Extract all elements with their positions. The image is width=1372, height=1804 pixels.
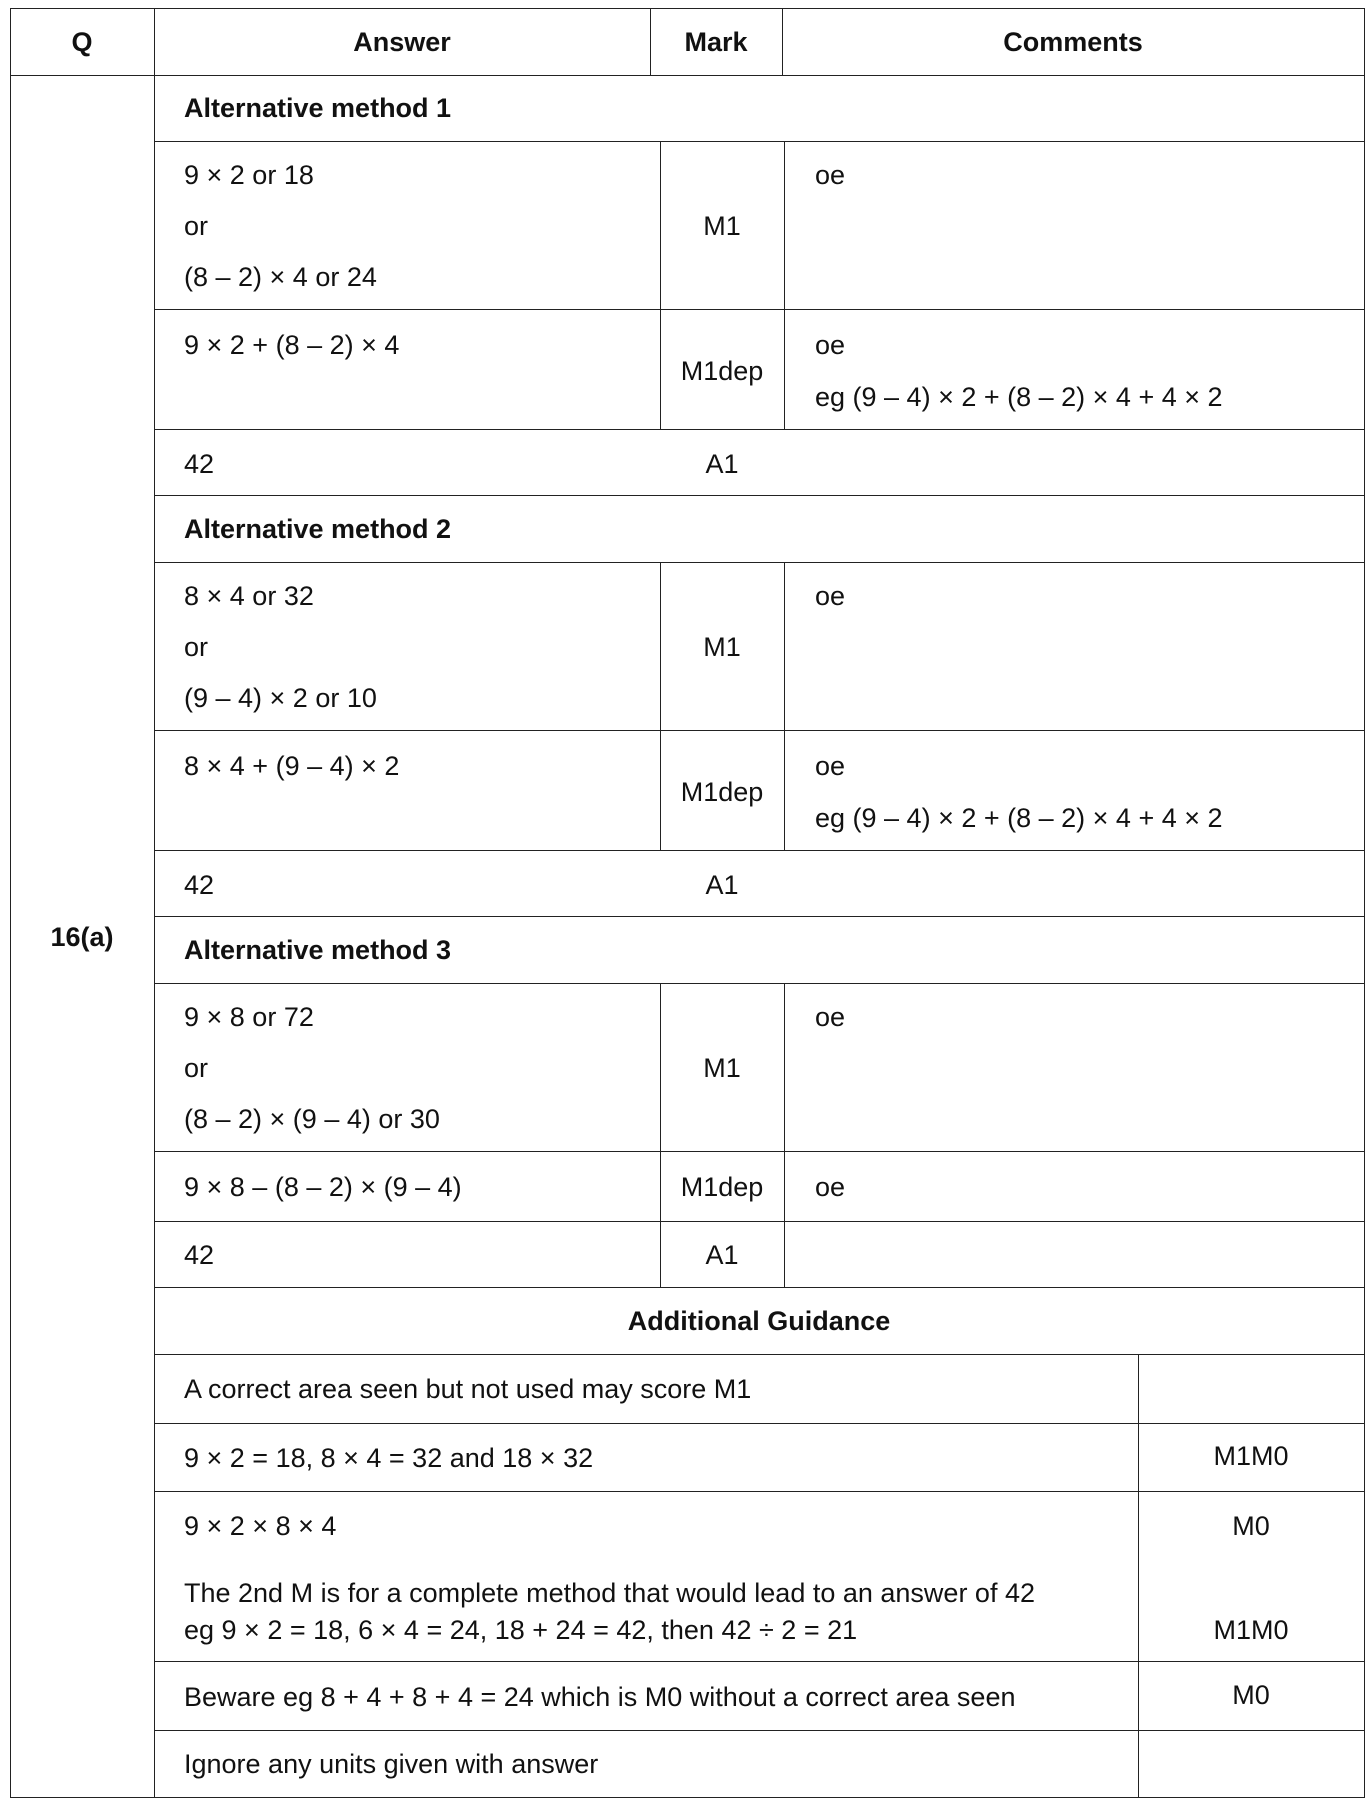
method-3-row3-answer: 42 bbox=[184, 1240, 215, 1270]
header-q: Q bbox=[71, 27, 93, 57]
guidance-row-4-text-2: eg 9 × 2 = 18, 6 × 4 = 24, 18 + 24 = 42, then 42 ÷ 2 = 21 bbox=[184, 1615, 858, 1645]
guidance-row-5-text: Beware eg 8 + 4 + 8 + 4 = 24 which is M0 without a correct area seen bbox=[184, 1682, 1016, 1712]
method-3-title: Alternative method 3 bbox=[184, 935, 452, 965]
method-3-row2-mark: M1dep bbox=[680, 1172, 764, 1202]
guidance-row-2-mark: M1M0 bbox=[1213, 1441, 1289, 1471]
method-2-row3-mark: A1 bbox=[705, 870, 739, 900]
method-1-row2-answer: 9 × 2 + (8 – 2) × 4 bbox=[184, 330, 400, 360]
method-1-row3-answer: 42 bbox=[184, 449, 215, 479]
method-1-row2-comment-1: oe bbox=[815, 330, 846, 360]
header-answer: Answer bbox=[353, 27, 451, 57]
method-2-row3-answer: 42 bbox=[184, 870, 215, 900]
question-number: 16(a) bbox=[50, 922, 114, 952]
header-comments: Comments bbox=[1003, 27, 1143, 57]
method-2-title: Alternative method 2 bbox=[184, 514, 452, 544]
header-mark: Mark bbox=[684, 27, 748, 57]
method-3-row1-comment: oe bbox=[815, 1002, 846, 1032]
method-2-row2-comment-2: eg (9 – 4) × 2 + (8 – 2) × 4 + 4 × 2 bbox=[815, 803, 1223, 833]
method-3-row1-line1: 9 × 8 or 72 bbox=[184, 1002, 314, 1032]
method-2-row1-mark: M1 bbox=[703, 632, 741, 662]
guidance-row-1-text: A correct area seen but not used may score M1 bbox=[184, 1374, 752, 1404]
method-2-row1-line3: (9 – 4) × 2 or 10 bbox=[184, 683, 377, 713]
guidance-row-3-text: 9 × 2 × 8 × 4 bbox=[184, 1511, 337, 1541]
method-1-row1-comment: oe bbox=[815, 160, 846, 190]
method-1-row1-line3: (8 – 2) × 4 or 24 bbox=[184, 262, 377, 292]
method-1-row3-mark: A1 bbox=[705, 449, 739, 479]
guidance-row-4-mark: M1M0 bbox=[1213, 1615, 1289, 1645]
method-2-row2-mark: M1dep bbox=[680, 777, 764, 807]
method-1-row1-line2: or bbox=[184, 211, 209, 241]
guidance-row-6-text: Ignore any units given with answer bbox=[184, 1749, 599, 1779]
method-3-row1-line2: or bbox=[184, 1053, 209, 1083]
method-3-row3-mark: A1 bbox=[705, 1240, 739, 1270]
method-1-row2-mark: M1dep bbox=[680, 356, 764, 386]
guidance-title: Additional Guidance bbox=[627, 1306, 891, 1336]
method-1-row2-comment-2: eg (9 – 4) × 2 + (8 – 2) × 4 + 4 × 2 bbox=[815, 382, 1223, 412]
guidance-row-2-text: 9 × 2 = 18, 8 × 4 = 32 and 18 × 32 bbox=[184, 1443, 594, 1473]
method-1-row1-line1: 9 × 2 or 18 bbox=[184, 160, 314, 190]
method-1-row1-mark: M1 bbox=[703, 211, 741, 241]
guidance-row-3-mark: M0 bbox=[1232, 1511, 1270, 1541]
method-3-row2-answer: 9 × 8 – (8 – 2) × (9 – 4) bbox=[184, 1172, 462, 1202]
method-2-row2-comment-1: oe bbox=[815, 751, 846, 781]
method-3-row1-mark: M1 bbox=[703, 1053, 741, 1083]
guidance-row-4-text: The 2nd M is for a complete method that would lead to an answer of 42 bbox=[184, 1578, 1035, 1608]
method-3-row2-comment: oe bbox=[815, 1172, 846, 1202]
method-2-row1-line1: 8 × 4 or 32 bbox=[184, 581, 314, 611]
method-3-row1-line3: (8 – 2) × (9 – 4) or 30 bbox=[184, 1104, 440, 1134]
method-2-row2-answer: 8 × 4 + (9 – 4) × 2 bbox=[184, 751, 400, 781]
method-1-title: Alternative method 1 bbox=[184, 93, 452, 123]
guidance-row-5-mark: M0 bbox=[1232, 1680, 1270, 1710]
method-2-row1-line2: or bbox=[184, 632, 209, 662]
method-2-row1-comment: oe bbox=[815, 581, 846, 611]
